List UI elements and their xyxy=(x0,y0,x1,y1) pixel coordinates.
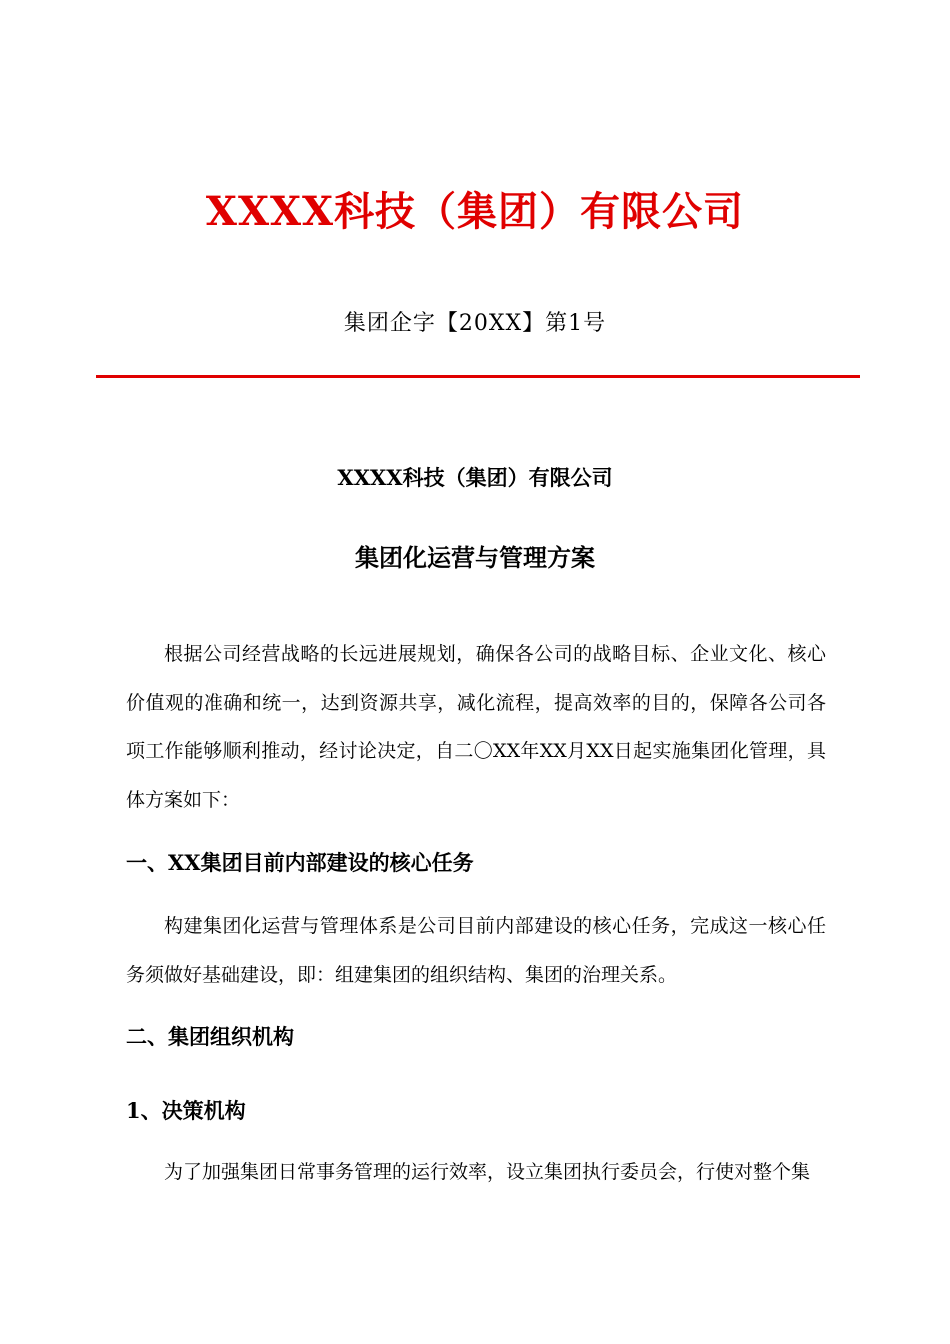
document-number: 集团企字【20XX】第1号 xyxy=(343,311,607,336)
section-2-heading: 二、集团组织机构 xyxy=(126,1024,294,1049)
subsection-1-paragraph: 为了加强集团日常事务管理的运行效率，设立集团执行委员会，行使对整个集 xyxy=(164,1161,811,1183)
section-1-heading: 一、XX集团目前内部建设的核心任务 xyxy=(126,850,474,875)
subsection-1-heading: 1、决策机构 xyxy=(126,1098,246,1123)
document-title: 集团化运营与管理方案 xyxy=(355,543,595,572)
document-title-company: XXXX科技（集团）有限公司 xyxy=(337,465,613,490)
letterhead-company-title: XXXX科技（集团）有限公司 xyxy=(205,188,745,235)
intro-paragraph: 根据公司经营战略的长远进展规划，确保各公司的战略目标、企业文化、核心价值观的准确和统一，达到资源共享，减化流程，提高效率的目的，保障各公司各项工作能够顺利推动，经讨论决定，自二〇XX年XX月XX日起实施集团化管理，具体方案如下： xyxy=(126,643,826,811)
section-1-paragraph: 构建集团化运营与管理体系是公司目前内部建设的核心任务，完成这一核心任务须做好基础建设，即：组建集团的组织结构、集团的治理关系。 xyxy=(126,915,826,986)
letterhead-divider xyxy=(96,375,860,378)
